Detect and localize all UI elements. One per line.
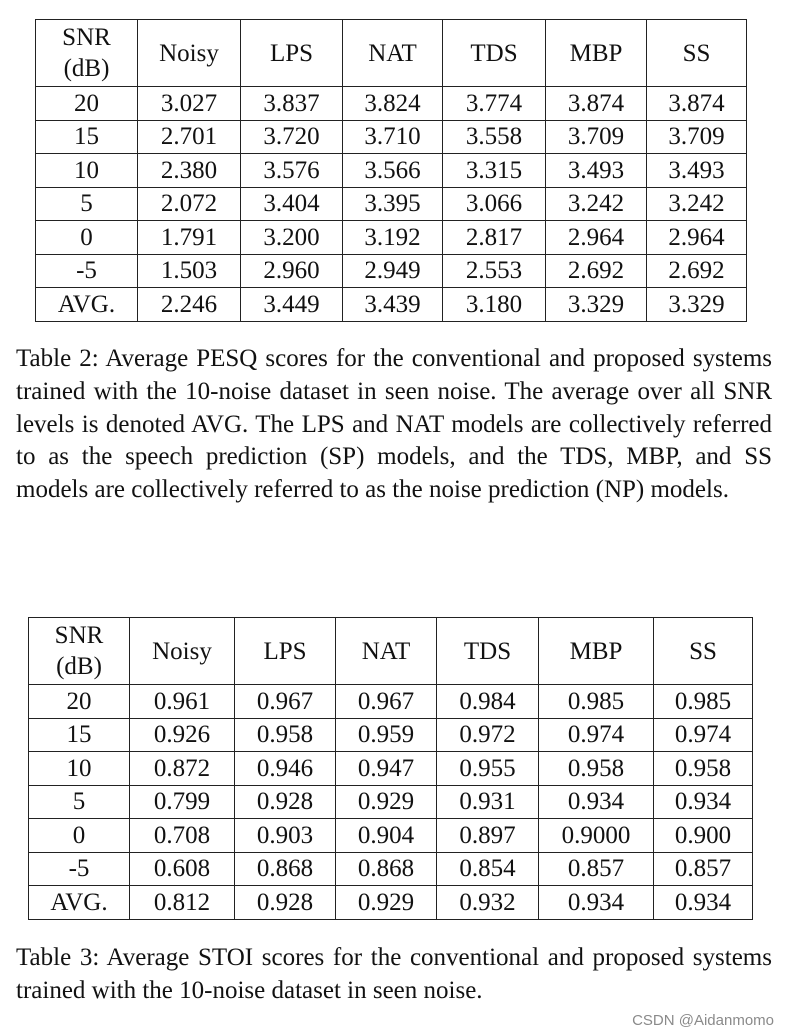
- column-header: NAT: [336, 618, 437, 685]
- score-cell: 1.791: [138, 221, 241, 255]
- score-cell: 3.242: [647, 187, 747, 221]
- score-cell: 2.701: [138, 120, 241, 154]
- score-cell: 3.837: [241, 87, 343, 121]
- score-cell: 0.934: [539, 785, 654, 819]
- stoi-table-body: [29, 685, 753, 920]
- score-cell: 0.928: [235, 886, 336, 920]
- pesq-table-caption: Table 2: Average PESQ scores for the conventional and proposed systems trained with the 10-noise dataset in seen noise. The average over all SNR levels is denoted AVG. The LPS and NAT models are collectively referred to as the speech prediction (SP) models, and the TDS, MBP, and SS models are collectively referred to as the noise prediction (NP) models.: [16, 345, 772, 504]
- column-header: SNR (dB): [36, 20, 138, 87]
- column-header: Noisy: [138, 20, 241, 87]
- score-cell: 3.874: [647, 87, 747, 121]
- score-cell: 3.329: [647, 288, 747, 322]
- table-row: [29, 886, 753, 920]
- score-cell: 0.934: [539, 886, 654, 920]
- score-cell: 0.857: [654, 852, 753, 886]
- pesq-table-body: [36, 87, 747, 322]
- score-cell: 2.692: [546, 254, 647, 288]
- score-cell: 0.985: [654, 685, 753, 719]
- score-cell: 0.900: [654, 819, 753, 853]
- table-row: [36, 288, 747, 322]
- score-cell: 0.868: [336, 852, 437, 886]
- score-cell: 3.874: [546, 87, 647, 121]
- snr-cell: AVG.: [29, 886, 130, 920]
- score-cell: 3.395: [343, 187, 443, 221]
- score-cell: 3.439: [343, 288, 443, 322]
- column-header: LPS: [235, 618, 336, 685]
- score-cell: 3.709: [647, 120, 747, 154]
- score-cell: 0.931: [437, 785, 539, 819]
- score-cell: 0.934: [654, 886, 753, 920]
- score-cell: 3.493: [647, 154, 747, 188]
- score-cell: 3.066: [443, 187, 546, 221]
- score-cell: 0.958: [235, 718, 336, 752]
- score-cell: 2.246: [138, 288, 241, 322]
- score-cell: 2.553: [443, 254, 546, 288]
- score-cell: 0.854: [437, 852, 539, 886]
- score-cell: 0.904: [336, 819, 437, 853]
- snr-cell: -5: [29, 852, 130, 886]
- score-cell: 3.709: [546, 120, 647, 154]
- column-header: TDS: [437, 618, 539, 685]
- table-row: [29, 685, 753, 719]
- score-cell: 3.720: [241, 120, 343, 154]
- score-cell: 0.974: [654, 718, 753, 752]
- score-cell: 3.710: [343, 120, 443, 154]
- score-cell: 2.964: [647, 221, 747, 255]
- score-cell: 2.817: [443, 221, 546, 255]
- score-cell: 3.242: [546, 187, 647, 221]
- table-row: [29, 819, 753, 853]
- column-header: SS: [654, 618, 753, 685]
- score-cell: 0.799: [130, 785, 235, 819]
- score-cell: 0.958: [654, 752, 753, 786]
- table-row: [36, 120, 747, 154]
- score-cell: 0.926: [130, 718, 235, 752]
- score-cell: 0.934: [654, 785, 753, 819]
- score-cell: 3.200: [241, 221, 343, 255]
- watermark: CSDN @Aidanmomo: [632, 1012, 774, 1029]
- snr-cell: 5: [29, 785, 130, 819]
- score-cell: 0.967: [235, 685, 336, 719]
- table-row: [36, 87, 747, 121]
- snr-cell: 0: [36, 221, 138, 255]
- score-cell: 0.959: [336, 718, 437, 752]
- score-cell: 0.932: [437, 886, 539, 920]
- table-row: [36, 187, 747, 221]
- snr-cell: 5: [36, 187, 138, 221]
- table-row: [29, 718, 753, 752]
- table-row: [36, 254, 747, 288]
- score-cell: 2.949: [343, 254, 443, 288]
- score-cell: 3.566: [343, 154, 443, 188]
- score-cell: 3.493: [546, 154, 647, 188]
- score-cell: 0.946: [235, 752, 336, 786]
- score-cell: 0.928: [235, 785, 336, 819]
- score-cell: 0.972: [437, 718, 539, 752]
- score-cell: 0.974: [539, 718, 654, 752]
- snr-cell: 20: [36, 87, 138, 121]
- stoi-header-row: [29, 618, 753, 685]
- snr-cell: 15: [36, 120, 138, 154]
- stoi-table-caption: Table 3: Average STOI scores for the conventional and proposed systems trained with the 10-noise dataset in seen noise.: [16, 944, 772, 1004]
- score-cell: 0.967: [336, 685, 437, 719]
- snr-cell: 10: [29, 752, 130, 786]
- score-cell: 0.985: [539, 685, 654, 719]
- table-row: [29, 785, 753, 819]
- score-cell: 3.404: [241, 187, 343, 221]
- stoi-table: [28, 617, 753, 920]
- score-cell: 0.955: [437, 752, 539, 786]
- pesq-table: [35, 19, 747, 322]
- score-cell: 0.868: [235, 852, 336, 886]
- score-cell: 0.984: [437, 685, 539, 719]
- table-row: [36, 154, 747, 188]
- table-row: [29, 852, 753, 886]
- snr-cell: 20: [29, 685, 130, 719]
- table-row: [29, 752, 753, 786]
- snr-cell: 0: [29, 819, 130, 853]
- snr-cell: AVG.: [36, 288, 138, 322]
- column-header: MBP: [546, 20, 647, 87]
- score-cell: 3.027: [138, 87, 241, 121]
- score-cell: 0.708: [130, 819, 235, 853]
- score-cell: 0.872: [130, 752, 235, 786]
- score-cell: 0.897: [437, 819, 539, 853]
- score-cell: 0.929: [336, 886, 437, 920]
- score-cell: 0.9000: [539, 819, 654, 853]
- score-cell: 2.072: [138, 187, 241, 221]
- column-header: SNR (dB): [29, 618, 130, 685]
- score-cell: 3.180: [443, 288, 546, 322]
- snr-cell: 10: [36, 154, 138, 188]
- score-cell: 3.824: [343, 87, 443, 121]
- column-header: SS: [647, 20, 747, 87]
- score-cell: 3.192: [343, 221, 443, 255]
- score-cell: 3.329: [546, 288, 647, 322]
- column-header: MBP: [539, 618, 654, 685]
- snr-cell: 15: [29, 718, 130, 752]
- score-cell: 0.958: [539, 752, 654, 786]
- column-header: Noisy: [130, 618, 235, 685]
- score-cell: 0.947: [336, 752, 437, 786]
- score-cell: 2.960: [241, 254, 343, 288]
- score-cell: 3.558: [443, 120, 546, 154]
- column-header: LPS: [241, 20, 343, 87]
- score-cell: 0.903: [235, 819, 336, 853]
- score-cell: 0.929: [336, 785, 437, 819]
- score-cell: 0.812: [130, 886, 235, 920]
- score-cell: 0.608: [130, 852, 235, 886]
- score-cell: 0.857: [539, 852, 654, 886]
- score-cell: 3.315: [443, 154, 546, 188]
- snr-cell: -5: [36, 254, 138, 288]
- score-cell: 3.774: [443, 87, 546, 121]
- score-cell: 2.692: [647, 254, 747, 288]
- column-header: NAT: [343, 20, 443, 87]
- score-cell: 3.576: [241, 154, 343, 188]
- column-header: TDS: [443, 20, 546, 87]
- score-cell: 3.449: [241, 288, 343, 322]
- table-row: [36, 221, 747, 255]
- score-cell: 0.961: [130, 685, 235, 719]
- score-cell: 2.964: [546, 221, 647, 255]
- score-cell: 2.380: [138, 154, 241, 188]
- score-cell: 1.503: [138, 254, 241, 288]
- pesq-header-row: [36, 20, 747, 87]
